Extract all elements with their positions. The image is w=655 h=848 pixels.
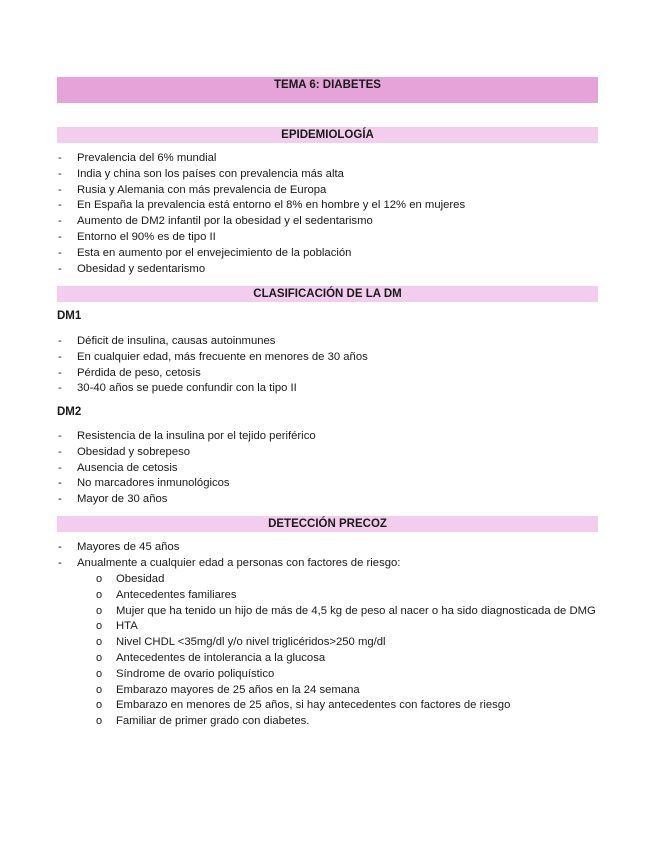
sub-list-item (96, 619, 601, 635)
dm2-list (57, 429, 602, 508)
list-item-text: Antecedentes familiares (116, 588, 237, 601)
bullet-marker: - (58, 335, 62, 347)
section-heading-deteccion: DETECCIÓN PRECOZ (57, 516, 598, 532)
sub-list-item (96, 635, 601, 651)
list-item-text: Obesidad y sobrepeso (77, 445, 191, 458)
list-item (57, 381, 602, 397)
bullet-marker: o (96, 573, 103, 585)
dm1-list (57, 334, 602, 397)
list-item-text: Entorno el 90% es de tipo II (77, 230, 216, 243)
list-item-text: No marcadores inmunológicos (77, 477, 230, 490)
bullet-marker: - (58, 430, 62, 442)
list-item-text: Familiar de primer grado con diabetes. (116, 715, 310, 728)
bullet-marker: - (58, 477, 62, 490)
list-item (57, 350, 602, 366)
section-heading-epidemiologia: EPIDEMIOLOGÍA (57, 127, 598, 143)
subheading-dm1: DM1 (57, 310, 82, 322)
list-item-text: Síndrome de ovario poliquístico (116, 667, 275, 680)
bullet-marker: o (96, 636, 103, 649)
bullet-marker: o (96, 715, 103, 728)
page-title: TEMA 6: DIABETES (57, 77, 598, 103)
list-item-text: Embarazo mayores de 25 años en la 24 semana (116, 683, 360, 696)
list-item-text: Resistencia de la insulina por el tejido periférico (77, 430, 316, 442)
list-item-text: Mayor de 30 años (77, 493, 168, 506)
list-item (57, 445, 602, 461)
list-item (57, 230, 602, 246)
bullet-marker: - (58, 215, 62, 228)
list-item-text: Rusia y Alemania con más prevalencia de Europa (77, 183, 327, 196)
bullet-marker: - (58, 152, 62, 164)
list-item-text: Antecedentes de intolerancia a la glucosa (116, 651, 326, 664)
sub-list-item (96, 588, 601, 604)
bullet-marker: - (58, 556, 62, 569)
bullet-marker: - (58, 262, 62, 275)
list-item (57, 198, 602, 214)
bullet-marker: - (58, 199, 62, 212)
list-item-text: Pérdida de peso, cetosis (77, 366, 201, 379)
bullet-marker: - (58, 461, 62, 474)
sub-list-item (96, 572, 601, 588)
list-item (57, 429, 602, 445)
list-item (57, 540, 602, 556)
list-item-text: En España la prevalencia está entorno el 8% en hombre y el 12% en mujeres (77, 199, 466, 212)
list-item-text: Mujer que ha tenido un hijo de más de 4,5 kg de peso al nacer o ha sido diagnosticada de DMG (116, 604, 596, 617)
bullet-marker: - (58, 493, 62, 506)
list-item (57, 246, 602, 262)
section-heading-clasificacion: CLASIFICACIÓN DE LA DM (57, 286, 598, 302)
bullet-marker: o (96, 604, 103, 617)
bullet-marker: - (58, 230, 62, 243)
list-item (57, 214, 602, 230)
sub-list-item (96, 667, 601, 683)
sub-list-item (96, 683, 601, 699)
bullet-marker: - (58, 183, 62, 196)
list-item-text: HTA (116, 620, 138, 633)
list-item-text: Esta en aumento por el envejecimiento de la población (77, 246, 352, 259)
list-item-text: India y china son los países con prevalencia más alta (77, 167, 344, 180)
list-item (57, 492, 602, 508)
list-item-text: Prevalencia del 6% mundial (77, 152, 217, 164)
sub-list-item (96, 698, 601, 714)
list-item (57, 151, 602, 167)
list-item (57, 461, 602, 477)
list-item-text: Embarazo en menores de 25 años, si hay antecedentes con factores de riesgo (116, 699, 511, 712)
list-item-text: Aumento de DM2 infantil por la obesidad y el sedentarismo (77, 215, 373, 228)
list-item-text: 30-40 años se puede confundir con la tipo II (77, 382, 297, 395)
epidemiologia-list (57, 151, 602, 277)
list-item-text: Ausencia de cetosis (77, 461, 178, 474)
bullet-marker: - (58, 445, 62, 458)
list-item-text: Anualmente a cualquier edad a personas con factores de riesgo: (77, 556, 401, 569)
list-item (57, 334, 602, 350)
list-item-text: Déficit de insulina, causas autoinmunes (77, 335, 276, 347)
bullet-marker: o (96, 620, 103, 633)
bullet-marker: o (96, 683, 103, 696)
list-item-text: Nivel CHDL <35mg/dl y/o nivel triglicéridos>250 mg/dl (116, 636, 386, 649)
list-item (57, 366, 602, 382)
sub-list-item (96, 651, 601, 667)
bullet-marker: o (96, 651, 103, 664)
sub-list-item (96, 714, 601, 730)
deteccion-list (57, 540, 602, 572)
list-item (57, 262, 602, 278)
bullet-marker: - (58, 541, 62, 553)
list-item-text: Obesidad y sedentarismo (77, 262, 206, 275)
bullet-marker: - (58, 382, 62, 395)
bullet-marker: - (58, 246, 62, 259)
bullet-marker: - (58, 366, 62, 379)
list-item (57, 183, 602, 199)
bullet-marker: - (58, 350, 62, 363)
bullet-marker: o (96, 667, 103, 680)
bullet-marker: o (96, 588, 103, 601)
bullet-marker: o (96, 699, 103, 712)
list-item-text: Obesidad (116, 573, 165, 585)
list-item-text: En cualquier edad, más frecuente en menores de 30 años (77, 350, 368, 363)
list-item (57, 556, 602, 572)
bullet-marker: - (58, 167, 62, 180)
deteccion-sublist (96, 572, 601, 730)
list-item (57, 167, 602, 183)
list-item (57, 476, 602, 492)
list-item-text: Mayores de 45 años (77, 541, 180, 553)
subheading-dm2: DM2 (57, 406, 82, 418)
sub-list-item (96, 604, 601, 620)
